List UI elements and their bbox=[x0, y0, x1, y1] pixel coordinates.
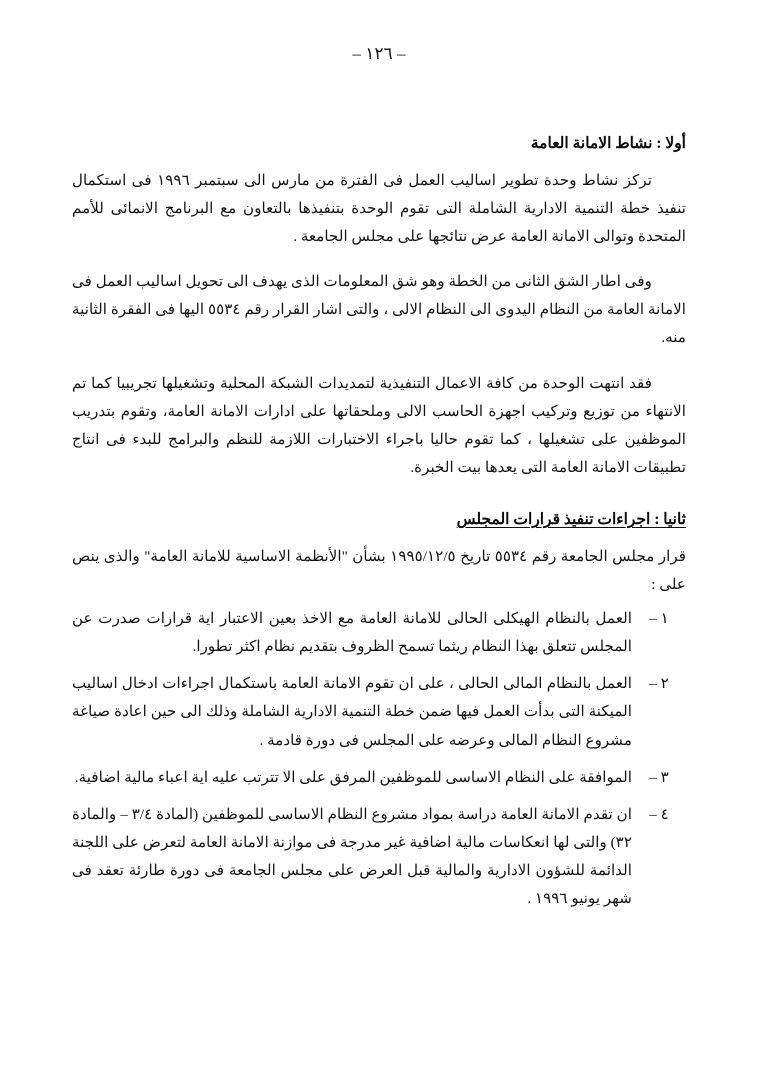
list-item-text: ان تقدم الامانة العامة دراسة بمواد مشروع النظام الاساسى للموظفين (المادة ٣/٤ – والمادة ٣٢) والتى لها انعكاسات مالية اضافية غير مدرجة فى موازنة الامانة العامة لتعرض على اللجنة الدائمة للشؤون الادارية والمالية قبل العرض على مجلس الجامعة فى دورة طارئة تعقد فى شهر يونيو ١٩٩٦ . bbox=[72, 805, 633, 908]
list-item-marker: ١ – bbox=[649, 610, 669, 628]
paragraph-1: تركز نشاط وحدة تطوير اساليب العمل فى الفترة من مارس الى سبتمبر ١٩٩٦ فى استكمال تنفيذ خطة التنمية الادارية الشاملة التى تقوم الوحدة بتنفيذها بالتعاون مع البرنامج الانمائى للأمم المتحدة وتوالى الامانة العامة عرض نتائجها على مجلس الجامعة . bbox=[72, 171, 686, 246]
list-item-marker: ٢ – bbox=[649, 675, 669, 693]
list-item bbox=[72, 801, 686, 914]
page-number: – ١٢٦ – bbox=[352, 44, 406, 63]
paragraph-3: فقد انتهت الوحدة من كافة الاعمال التنفيذية لتمديدات الشبكة المحلية وتشغيلها تجريبيا كما تم الانتهاء من توزيع وتركيب اجهزة الحاسب الالى وملحقاتها على ادارات الامانة العامة، وتقوم بتدريب الموظفين على تشغيلها ، كما تقوم حاليا باجراء الاختبارات اللازمة للنظم والبرامج للبدء فى انتاج تطبيقات الامانة العامة التى يعدها بيت الخبرة. bbox=[72, 374, 686, 476]
list-item bbox=[72, 764, 686, 792]
paragraph-spacer bbox=[72, 357, 686, 370]
list-item bbox=[72, 605, 686, 661]
list-item bbox=[72, 670, 686, 754]
list-item-text: الموافقة على النظام الاساسى للموظفين المرفق على الا تترتب عليه اية اعباء مالية اضافية. bbox=[74, 768, 632, 786]
section-heading-first: أولا : نشاط الامانة العامة bbox=[530, 135, 686, 152]
decision-items-list bbox=[72, 605, 686, 913]
list-item-text: العمل بالنظام الهيكلى الحالى للامانة العامة مع الاخذ بعين الاعتبار اية قرارات صدرت عن المجلس تتعلق بهذا النظام ريثما تسمح الظروف بتقديم نظام اكثر تطورا. bbox=[72, 610, 632, 656]
list-item-text: العمل بالنظام المالى الحالى ، على ان تقوم الامانة العامة باستكمال اجراءات ادخال اساليب الميكنة التى بدأت العمل فيها ضمن خطة التنمية الادارية الشاملة وذلك الى حين اعادة صياغة مشروع النظام المالى وعرضه على المجلس فى دورة قادمة . bbox=[72, 675, 632, 749]
section-heading-second: ثانيا : اجراءات تنفيذ قرارات المجلس bbox=[456, 511, 686, 529]
list-item-marker: ٣ – bbox=[649, 768, 669, 786]
page-content bbox=[72, 132, 686, 922]
paragraph-spacer bbox=[72, 255, 686, 268]
list-item-marker: ٤ – bbox=[649, 805, 669, 823]
decision-intro: قرار مجلس الجامعة رقم ٥٥٣٤ تاريخ ١٩٩٥/١٢/٥ بشأن "الأنظمة الاساسية للامانة العامة" والذى ينص على : bbox=[72, 547, 686, 593]
paragraph-2: وفى اطار الشق الثانى من الخطة وهو شق المعلومات الذى يهدف الى تحويل اساليب العمل فى الامانة العامة من النظام اليدوى الى النظام الالى ، والتى اشار القرار رقم ٥٥٣٤ اليها فى الفقرة الثانية منه. bbox=[72, 273, 686, 347]
